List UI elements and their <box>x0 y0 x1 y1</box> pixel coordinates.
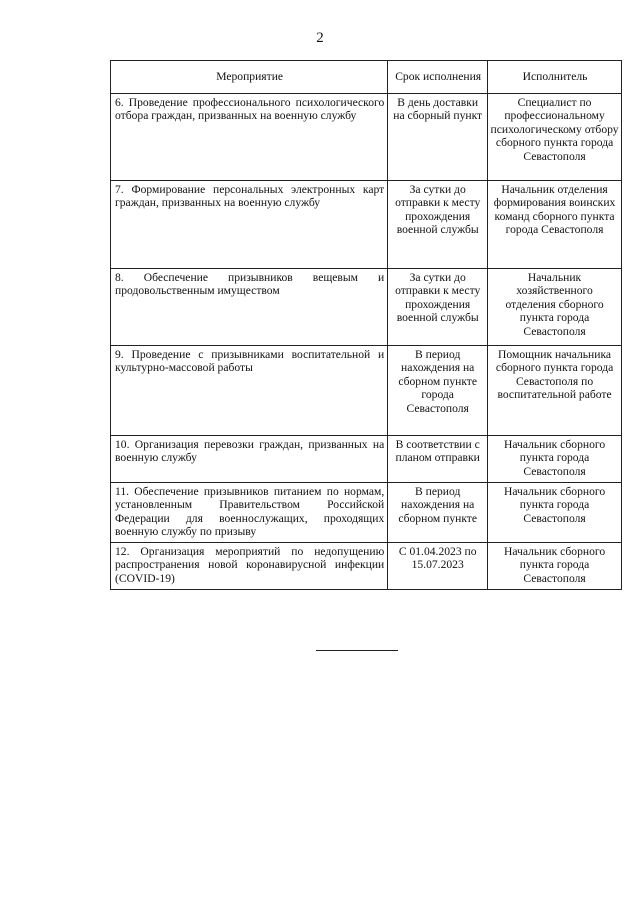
table-header-row <box>111 61 622 94</box>
executor-cell: Начальник сборного пункта города Севастополя <box>488 436 622 483</box>
table-row <box>111 483 622 543</box>
page-number: 2 <box>316 30 324 46</box>
term-cell: С 01.04.2023 по 15.07.2023 <box>388 543 488 590</box>
term-cell: За сутки до отправки к месту прохождения военной службы <box>388 181 488 269</box>
executor-cell: Помощник начальника сборного пункта города Севастополя по воспитательной работе <box>488 346 622 436</box>
closing-line <box>316 650 398 651</box>
table-row <box>111 269 622 346</box>
term-cell: В день доставки на сборный пункт <box>388 94 488 181</box>
event-cell: 12. Организация мероприятий по недопущению распространения новой коронавирусной инфекции (COVID-19) <box>111 543 388 590</box>
table-row <box>111 543 622 590</box>
executor-cell: Начальник сборного пункта города Севастополя <box>488 483 622 543</box>
header-term: Срок исполнения <box>388 61 488 94</box>
executor-cell: Начальник отделения формирования воинских команд сборного пункта города Севастополя <box>488 181 622 269</box>
term-cell: За сутки до отправки к месту прохождения военной службы <box>388 269 488 346</box>
header-executor: Исполнитель <box>488 61 622 94</box>
event-cell: 6. Проведение профессионального психологического отбора граждан, призванных на военную службу <box>111 94 388 181</box>
header-event: Мероприятие <box>111 61 388 94</box>
table-row <box>111 181 622 269</box>
table-row <box>111 94 622 181</box>
event-cell: 11. Обеспечение призывников питанием по нормам, установленным Правительством Российской Федерации для военнослужащих, проходящих военную службу по призыву <box>111 483 388 543</box>
term-cell: В период нахождения на сборном пункте <box>388 483 488 543</box>
event-cell: 10. Организация перевозки граждан, призванных на военную службу <box>111 436 388 483</box>
event-cell: 8. Обеспечение призывников вещевым и продовольственным имуществом <box>111 269 388 346</box>
event-cell: 9. Проведение с призывниками воспитательной и культурно-массовой работы <box>111 346 388 436</box>
term-cell: В период нахождения на сборном пункте города Севастополя <box>388 346 488 436</box>
table-row <box>111 436 622 483</box>
executor-cell: Специалист по профессиональному психологическому отбору сборного пункта города Севастополя <box>488 94 622 181</box>
executor-cell: Начальник хозяйственного отделения сборного пункта города Севастополя <box>488 269 622 346</box>
term-cell: В соответствии с планом отправки <box>388 436 488 483</box>
executor-cell: Начальник сборного пункта города Севастополя <box>488 543 622 590</box>
events-table <box>110 60 622 590</box>
event-cell: 7. Формирование персональных электронных карт граждан, призванных на военную службу <box>111 181 388 269</box>
table-row <box>111 346 622 436</box>
